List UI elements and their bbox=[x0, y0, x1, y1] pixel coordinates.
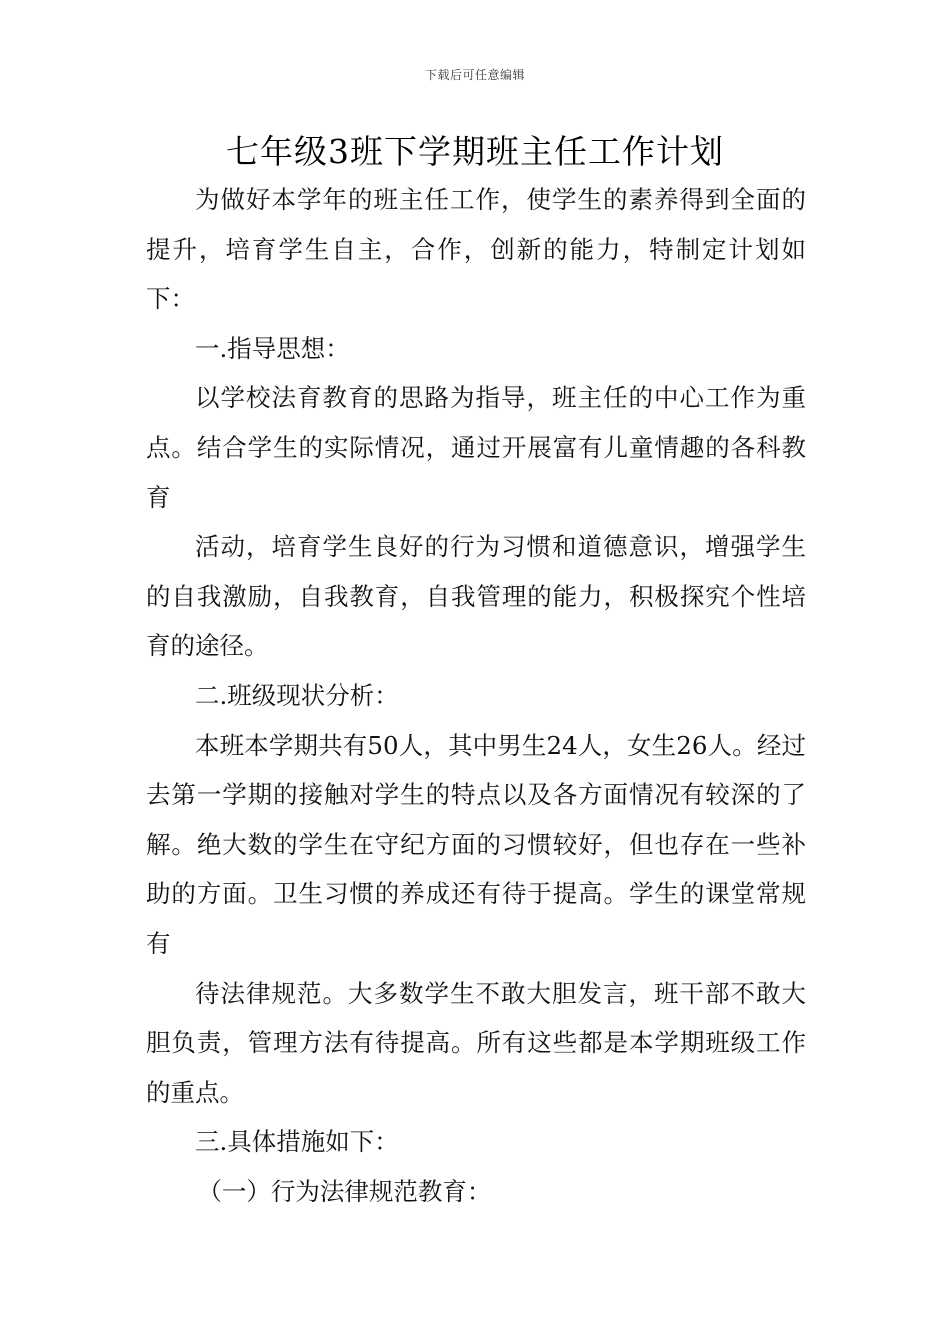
document-body bbox=[146, 175, 806, 1216]
section-heading-measures: 三.具体措施如下： bbox=[195, 1127, 399, 1157]
guiding-thought-paragraph: 以学校法育教育的思路为指导，班主任的中心工作为重点。结合学生的实际情况，通过开展富有儿童情趣的各科教育 bbox=[146, 383, 806, 512]
intro-paragraph: 为做好本学年的班主任工作，使学生的素养得到全面的提升，培育学生自主，合作，创新的能力，特制定计划如下： bbox=[146, 185, 806, 314]
page-header-note: 下载后可任意编辑 bbox=[424, 68, 525, 82]
document-title: 七年级3班下学期班主任工作计划 bbox=[226, 132, 724, 171]
class-analysis-paragraph-continued: 待法律规范。大多数学生不敢大胆发言，班干部不敢大胆负责，管理方法有待提高。所有这些都是本学期班级工作的重点。 bbox=[146, 978, 806, 1107]
section-heading-guiding-thought: 一.指导思想： bbox=[195, 333, 350, 363]
section-heading-class-analysis: 二.班级现状分析： bbox=[195, 680, 399, 710]
class-analysis-paragraph: 本班本学期共有50人，其中男生24人，女生26人。经过去第一学期的接触对学生的特点以及各方面情况有较深的了解。绝大数的学生在守纪方面的习惯较好，但也存在一些补助的方面。卫生习惯的养成还有待于提高。学生的课堂常规有 bbox=[146, 730, 806, 958]
subsection-heading-behavior-education: （一）行为法律规范教育： bbox=[197, 1176, 492, 1206]
guiding-thought-paragraph-continued: 活动，培育学生良好的行为习惯和道德意识，增强学生的自我激励，自我教育，自我管理的能力，积极探究个性培育的途径。 bbox=[146, 532, 806, 661]
